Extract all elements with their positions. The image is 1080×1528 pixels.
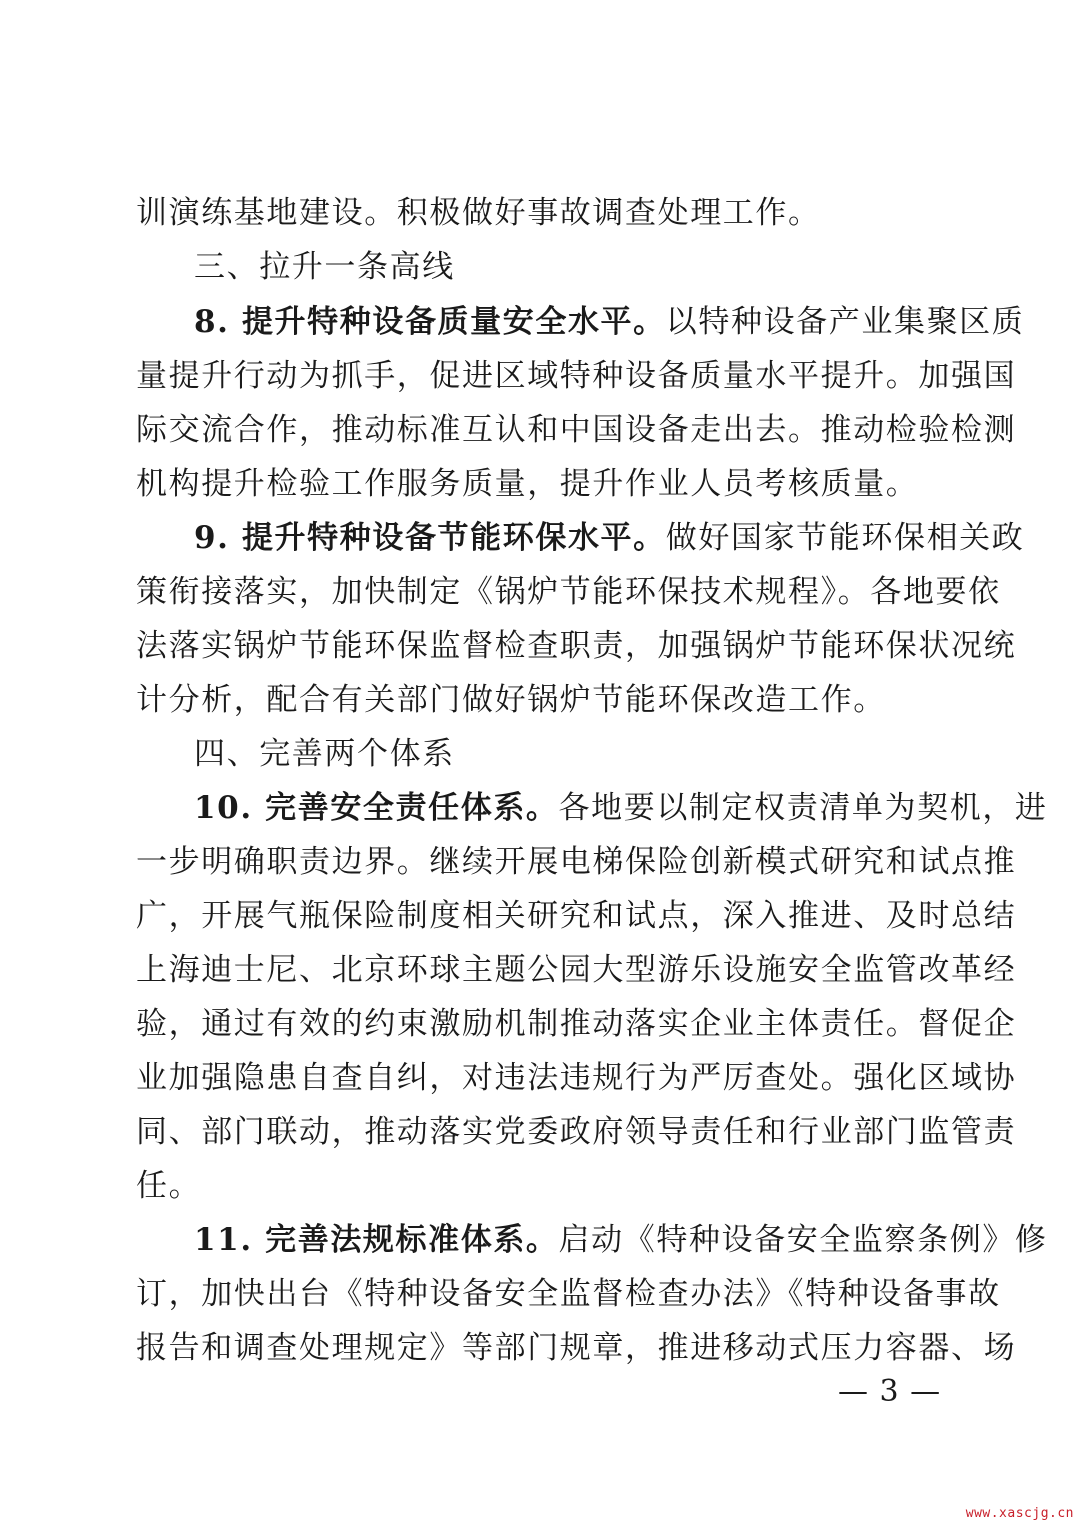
text-span: 启动《特种设备安全监察条例》修 [558, 1222, 1048, 1258]
text-line: 广，开展气瓶保险制度相关研究和试点，深入推进、及时总结 [136, 898, 1017, 934]
text-line: 法落实锅炉节能环保监督检查职责，加强锅炉节能环保状况统 [136, 628, 1017, 664]
text-line: 际交流合作，推动标准互认和中国设备走出去。推动检验检测 [136, 412, 1017, 448]
text-span: 以特种设备产业集聚区质 [665, 304, 1025, 340]
paragraph-9-first-line [194, 518, 1025, 558]
text-span: 各地要以制定权责清单为契机，进 [558, 790, 1048, 826]
text-line: 量提升行动为抓手，促进区域特种设备质量水平提升。加强国 [136, 358, 1017, 394]
paragraph-11-first-line [194, 1220, 1048, 1260]
text-line: 一步明确职责边界。继续开展电梯保险创新模式研究和试点推 [136, 844, 1017, 880]
page-number: — 3 — [838, 1374, 942, 1409]
paragraph-10-first-line [194, 788, 1048, 828]
text-span: 做好国家节能环保相关政 [665, 520, 1025, 556]
item-10-title: 10. 完善安全责任体系。 [194, 790, 559, 826]
text-line: 机构提升检验工作服务质量，提升作业人员考核质量。 [136, 466, 919, 502]
text-line: 订，加快出台《特种设备安全监督检查办法》《特种设备事故 [136, 1276, 1001, 1312]
text-line: 同、部门联动，推动落实党委政府领导责任和行业部门监管责 [136, 1114, 1017, 1150]
text-line: 策衔接落实，加快制定《锅炉节能环保技术规程》。各地要依 [136, 574, 1001, 610]
item-9-title: 9. 提升特种设备节能环保水平。 [194, 520, 666, 556]
text-line: 计分析，配合有关部门做好锅炉节能环保改造工作。 [136, 682, 886, 718]
section-heading-4: 四、完善两个体系 [194, 736, 455, 772]
item-8-title: 8. 提升特种设备质量安全水平。 [194, 304, 666, 340]
text-line: 上海迪士尼、北京环球主题公园大型游乐设施安全监管改革经 [136, 952, 1017, 988]
text-line: 训演练基地建设。积极做好事故调查处理工作。 [136, 195, 821, 231]
text-line: 报告和调查处理规定》等部门规章，推进移动式压力容器、场 [136, 1330, 1017, 1366]
section-heading-3: 三、拉升一条高线 [194, 249, 455, 285]
text-line: 任。 [136, 1168, 202, 1204]
paragraph-8-first-line [194, 302, 1025, 342]
site-watermark: www.xascjg.cn [965, 1506, 1074, 1521]
text-line: 业加强隐患自查自纠，对违法违规行为严厉查处。强化区域协 [136, 1060, 1017, 1096]
item-11-title: 11. 完善法规标准体系。 [194, 1222, 559, 1258]
text-line: 验，通过有效的约束激励机制推动落实企业主体责任。督促企 [136, 1006, 1017, 1042]
